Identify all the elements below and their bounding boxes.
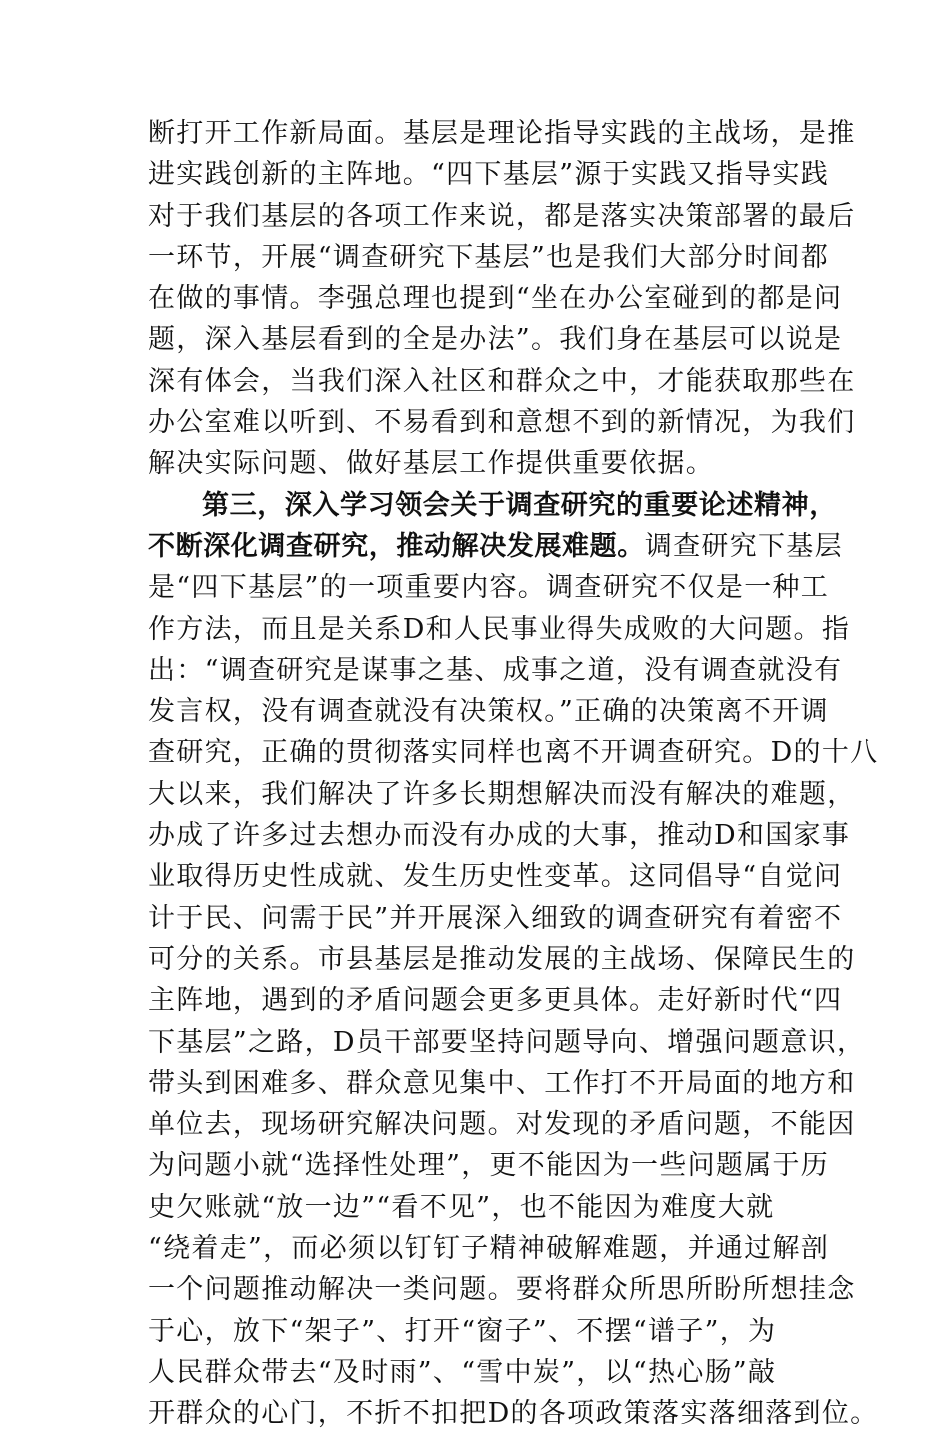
section-heading: 第三，深入学习领会关于调查研究的重要论述精神，: [202, 489, 837, 521]
text-line: 办公室难以听到、不易看到和意想不到的新情况，为我们: [148, 407, 856, 439]
text-line: 对于我们基层的各项工作来说，都是落实决策部署的最后: [148, 200, 856, 232]
text-line: 为问题小就“选择性处理”，更不能因为一些问题属于历: [148, 1150, 830, 1182]
text-line: 断打开工作新局面。基层是理论指导实践的主战场，是推: [148, 118, 856, 149]
text-line: 办成了许多过去想办而没有办成的大事，推动D和国家事: [148, 820, 851, 852]
text-line: 作方法，而且是关系D和人民事业得失成败的大问题。指: [148, 613, 851, 645]
text-line: “绕着走”，而必须以钉钉子精神破解难题，并通过解剖: [148, 1233, 830, 1265]
text-line: 下基层”之路，D员干部要坚持问题导向、增强问题意识，: [148, 1026, 866, 1058]
text-line: 开群众的心门，不折不扣把D的各项政策落实落细落到位。: [148, 1398, 879, 1430]
text-line: 于心，放下“架子”、打开“窗子”、不摆“谱子”，为: [148, 1315, 777, 1347]
text-line: 单位去，现场研究解决问题。对发现的矛盾问题，不能因: [148, 1109, 856, 1141]
text-line: 带头到困难多、群众意见集中、工作打不开局面的地方和: [148, 1067, 856, 1099]
text-line: 计于民、问需于民”并开展深入细致的调查研究有着密不: [148, 902, 843, 934]
text-line: 是“四下基层”的一项重要内容。调查研究不仅是一种工: [148, 572, 830, 604]
text-line: 史欠账就“放一边”“看不见”，也不能因为难度大就: [148, 1191, 775, 1223]
text-line: 深有体会，当我们深入社区和群众之中，才能获取那些在: [148, 365, 856, 397]
text-line: 一个问题推动解决一类问题。要将群众所思所盼所想挂念: [148, 1274, 856, 1306]
text-line: 人民群众带去“及时雨”、“雪中炭”，以“热心肠”敲: [148, 1356, 777, 1388]
text-line: [148, 526, 843, 567]
text-line: 一环节，开展“调查研究下基层”也是我们大部分时间都: [148, 241, 830, 273]
text-line: 题，深入基层看到的全是办法”。我们身在基层可以说是: [148, 324, 843, 356]
text-line: 出：“调查研究是谋事之基、成事之道，没有调查就没有: [148, 654, 843, 686]
text-fragment: 调查研究下基层: [644, 530, 843, 562]
text-line: 可分的关系。市县基层是推动发展的主战场、保障民生的: [148, 943, 856, 975]
text-line: 发言权，没有调查就没有决策权。”正确的决策离不开调: [148, 696, 829, 728]
section-heading-continued: 不断深化调查研究，推动解决发展难题。: [148, 530, 645, 562]
text-line: 大以来，我们解决了许多长期想解决而没有解决的难题，: [148, 778, 856, 810]
text-line: 在做的事情。李强总理也提到“坐在办公室碰到的都是问: [148, 283, 843, 315]
text-line: 主阵地，遇到的矛盾问题会更多更具体。走好新时代“四: [148, 985, 843, 1017]
document-body: [148, 113, 879, 1435]
text-line: 进实践创新的主阵地。“四下基层”源于实践又指导实践: [148, 159, 830, 191]
text-line: 解决实际问题、做好基层工作提供重要依据。: [148, 448, 714, 480]
text-line: 业取得历史性成就、发生历史性变革。这同倡导“自觉问: [148, 861, 843, 893]
text-line: 查研究，正确的贯彻落实同样也离不开调查研究。D的十八: [148, 737, 879, 769]
